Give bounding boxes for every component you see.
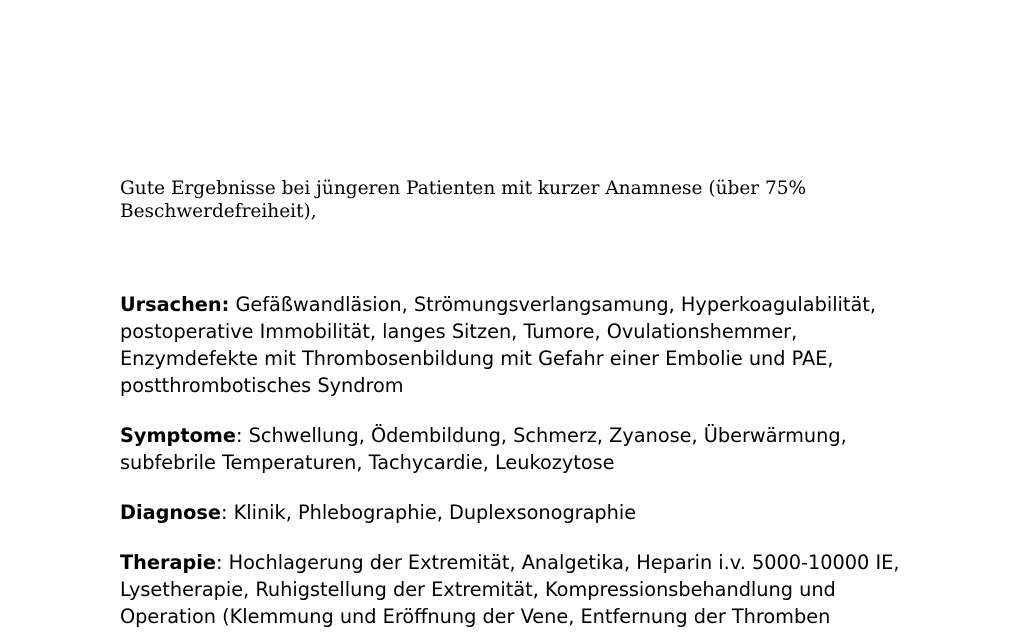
section-diagnose [120, 499, 920, 526]
section-body-diagnose: Klinik, Phlebographie, Duplexsonographie [233, 501, 637, 524]
section-heading-ursachen: Ursachen: [120, 293, 230, 316]
section-separator-diagnose: : [220, 501, 234, 524]
section-therapie [120, 549, 910, 630]
section-heading-diagnose: Diagnose [120, 501, 221, 524]
section-separator-therapie: : [215, 551, 229, 574]
sections-block [120, 291, 920, 634]
section-body-therapie: Hochlagerung der Extremität, Analgetika, Heparin i.v. 5000-10000 IE, Lysetherapie, Ruhigstellung der Extremität, Kompressionsbehandlung und Operation (Klemmung und Eröffnung der Vene, Entfernung der Thromben [120, 551, 900, 628]
section-heading-symptome: Symptome [120, 424, 236, 447]
section-separator-symptome: : [235, 424, 249, 447]
section-ursachen [120, 291, 900, 399]
intro-paragraph: Gute Ergebnisse bei jüngeren Patienten mit kurzer Anamnese (über 75% Beschwerdefreiheit), [120, 178, 807, 222]
section-body-ursachen: Gefäßwandläsion, Strömungsverlangsamung, Hyperkoagulabilität, postoperative Immobilität, langes Sitzen, Tumore, Ovulationshemmer, Enzymdefekte mit Thrombosenbildung mit Gefahr einer Embolie und PAE, postthrombotisches Syndrom [120, 293, 876, 397]
section-symptome [120, 422, 890, 476]
section-heading-therapie: Therapie [120, 551, 216, 574]
section-body-symptome: Schwellung, Ödembildung, Schmerz, Zyanose, Überwärmung, subfebrile Temperaturen, Tachycardie, Leukozytose [120, 424, 847, 474]
